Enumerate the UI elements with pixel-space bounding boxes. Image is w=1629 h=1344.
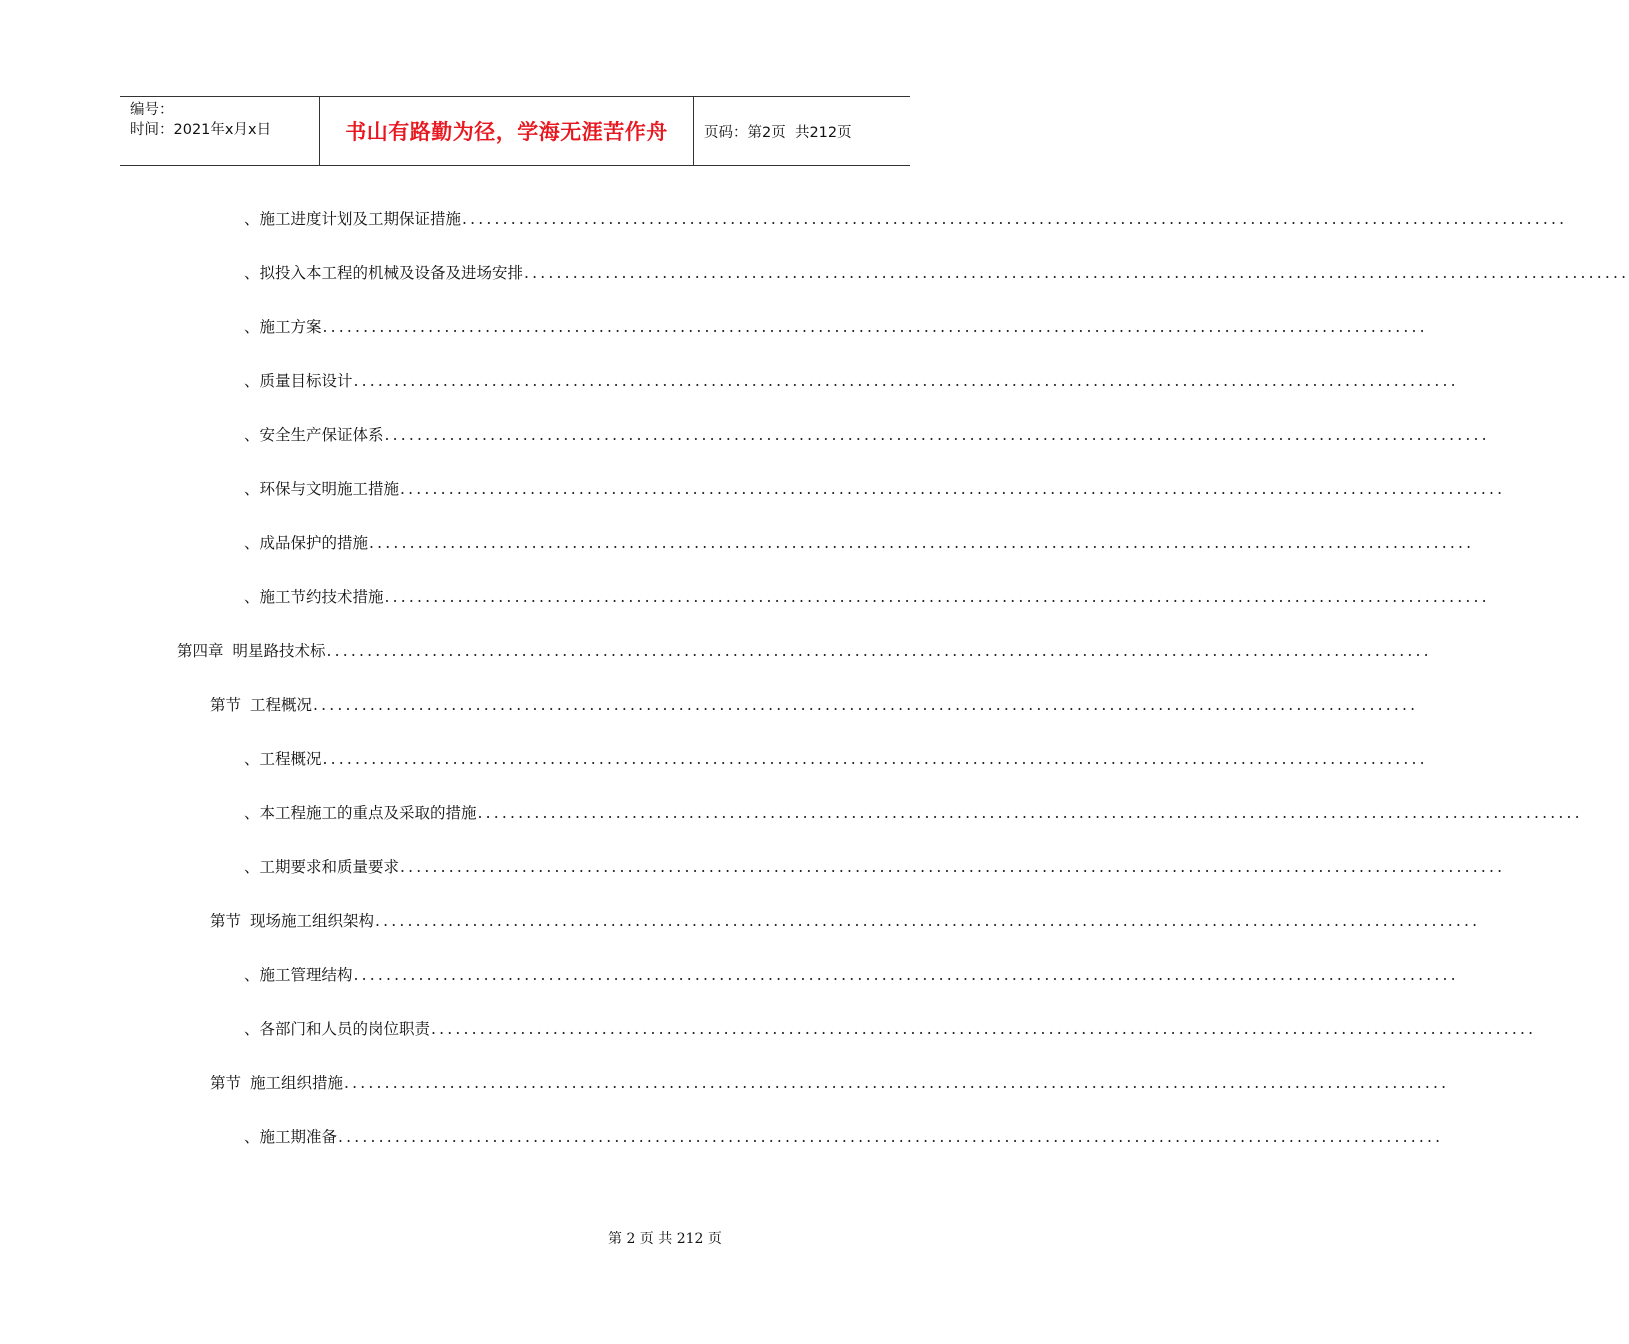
footer-page-number: 第 2 页 共 212 页 xyxy=(608,1231,722,1247)
toc-chapter[interactable] xyxy=(177,640,1432,662)
toc-leader-dots: ........................................................................................................................................ xyxy=(353,372,1459,390)
toc-entry[interactable] xyxy=(244,370,1459,392)
toc-entry-title: 施工管理结构 xyxy=(259,966,353,984)
toc-leader-dots: ........................................................................................................................................ xyxy=(353,966,1459,984)
toc-entry[interactable] xyxy=(244,802,1583,824)
toc-leader-dots: ........................................................................................................................................ xyxy=(462,210,1568,228)
toc-entry-number: 、 xyxy=(244,588,260,606)
toc-entry-title: 环保与文明施工措施 xyxy=(259,480,400,498)
toc-entry[interactable] xyxy=(244,262,1629,284)
toc-leader-dots: ........................................................................................................................................ xyxy=(322,750,1428,768)
toc-entry-number: 、 xyxy=(244,210,260,228)
toc-entry-title: 施工节约技术措施 xyxy=(259,588,384,606)
document-number-label: 编号： xyxy=(130,102,174,118)
toc-entry-title: 施工方案 xyxy=(259,318,322,336)
toc-entry-title: 成品保护的措施 xyxy=(259,534,369,552)
toc-leader-dots: ........................................................................................................................................ xyxy=(431,1020,1537,1038)
toc-leader-dots: ........................................................................................................................................ xyxy=(384,426,1490,444)
toc-leader-dots: ........................................................................................................................................ xyxy=(313,696,1419,714)
toc-entry-title: 工程概况 xyxy=(250,696,313,714)
document-time: 时间：2021年x月x日 xyxy=(130,122,272,138)
toc-entry-title: 工期要求和质量要求 xyxy=(259,858,400,876)
header-page-info-text: 页码：第2页 共212页 xyxy=(704,124,852,141)
toc-entry-title: 明星路技术标 xyxy=(232,642,326,660)
toc-entry-title: 施工组织措施 xyxy=(250,1074,344,1092)
toc-leader-dots: ........................................................................................................................................ xyxy=(326,642,1432,660)
toc-leader-dots: ........................................................................................................................................ xyxy=(338,1128,1444,1146)
toc-entry[interactable] xyxy=(244,1018,1537,1040)
toc-entry[interactable] xyxy=(244,532,1475,554)
toc-leader-dots: ........................................................................................................................................ xyxy=(344,1074,1450,1092)
toc-entry-number: 第节 xyxy=(210,696,242,714)
toc-entry-number: 第节 xyxy=(210,1074,242,1092)
toc-entry-number: 、 xyxy=(244,480,260,498)
toc-entry[interactable] xyxy=(244,316,1428,338)
toc-entry[interactable] xyxy=(244,748,1428,770)
toc-entry-title: 安全生产保证体系 xyxy=(259,426,384,444)
toc-leader-dots: ........................................................................................................................................ xyxy=(477,804,1583,822)
toc-entry-title: 现场施工组织架构 xyxy=(250,912,375,930)
toc-entry[interactable] xyxy=(244,586,1490,608)
toc-entry-title: 拟投入本工程的机械及设备及进场安排 xyxy=(259,264,524,282)
toc-entry-title: 工程概况 xyxy=(259,750,322,768)
toc-section[interactable] xyxy=(210,910,1481,932)
toc-entry-title: 各部门和人员的岗位职责 xyxy=(259,1020,431,1038)
toc-section[interactable] xyxy=(210,694,1419,716)
toc-leader-dots: ........................................................................................................................................ xyxy=(400,858,1506,876)
toc-entry[interactable] xyxy=(244,964,1459,986)
toc-leader-dots: ........................................................................................................................................ xyxy=(369,534,1475,552)
toc-entry[interactable] xyxy=(244,424,1490,446)
toc-entry-number: 、 xyxy=(244,318,260,336)
header-motto: 书山有路勤为径，学海无涯苦作舟 xyxy=(320,97,694,165)
toc-leader-dots: ........................................................................................................................................ xyxy=(375,912,1481,930)
toc-entry-number: 、 xyxy=(244,534,260,552)
toc-leader-dots: ........................................................................................................................................ xyxy=(322,318,1428,336)
toc-entry-title: 施工期准备 xyxy=(259,1128,338,1146)
toc-entry-title: 本工程施工的重点及采取的措施 xyxy=(259,804,477,822)
toc-entry-title: 质量目标设计 xyxy=(259,372,353,390)
toc-entry-number: 、 xyxy=(244,966,260,984)
toc-entry[interactable] xyxy=(244,856,1506,878)
toc-entry-number: 、 xyxy=(244,264,260,282)
toc-entry-title: 施工进度计划及工期保证措施 xyxy=(259,210,462,228)
toc-leader-dots: ........................................................................................................................................ xyxy=(384,588,1490,606)
toc-entry-number: 、 xyxy=(244,750,260,768)
toc-entry-number: 第节 xyxy=(210,912,242,930)
toc-entry-number: 第四章 xyxy=(177,642,224,660)
toc-entry-number: 、 xyxy=(244,372,260,390)
toc-entry[interactable] xyxy=(244,208,1568,230)
toc-entry[interactable] xyxy=(244,1126,1444,1148)
toc-entry-number: 、 xyxy=(244,858,260,876)
toc-entry-number: 、 xyxy=(244,804,260,822)
toc-entry-number: 、 xyxy=(244,1128,260,1146)
toc-leader-dots: ........................................................................................................................................ xyxy=(524,264,1629,282)
toc-entry-number: 、 xyxy=(244,426,260,444)
toc-entry-number: 、 xyxy=(244,1020,260,1038)
toc-section[interactable] xyxy=(210,1072,1450,1094)
toc-leader-dots: ........................................................................................................................................ xyxy=(400,480,1506,498)
toc-entry[interactable] xyxy=(244,478,1506,500)
